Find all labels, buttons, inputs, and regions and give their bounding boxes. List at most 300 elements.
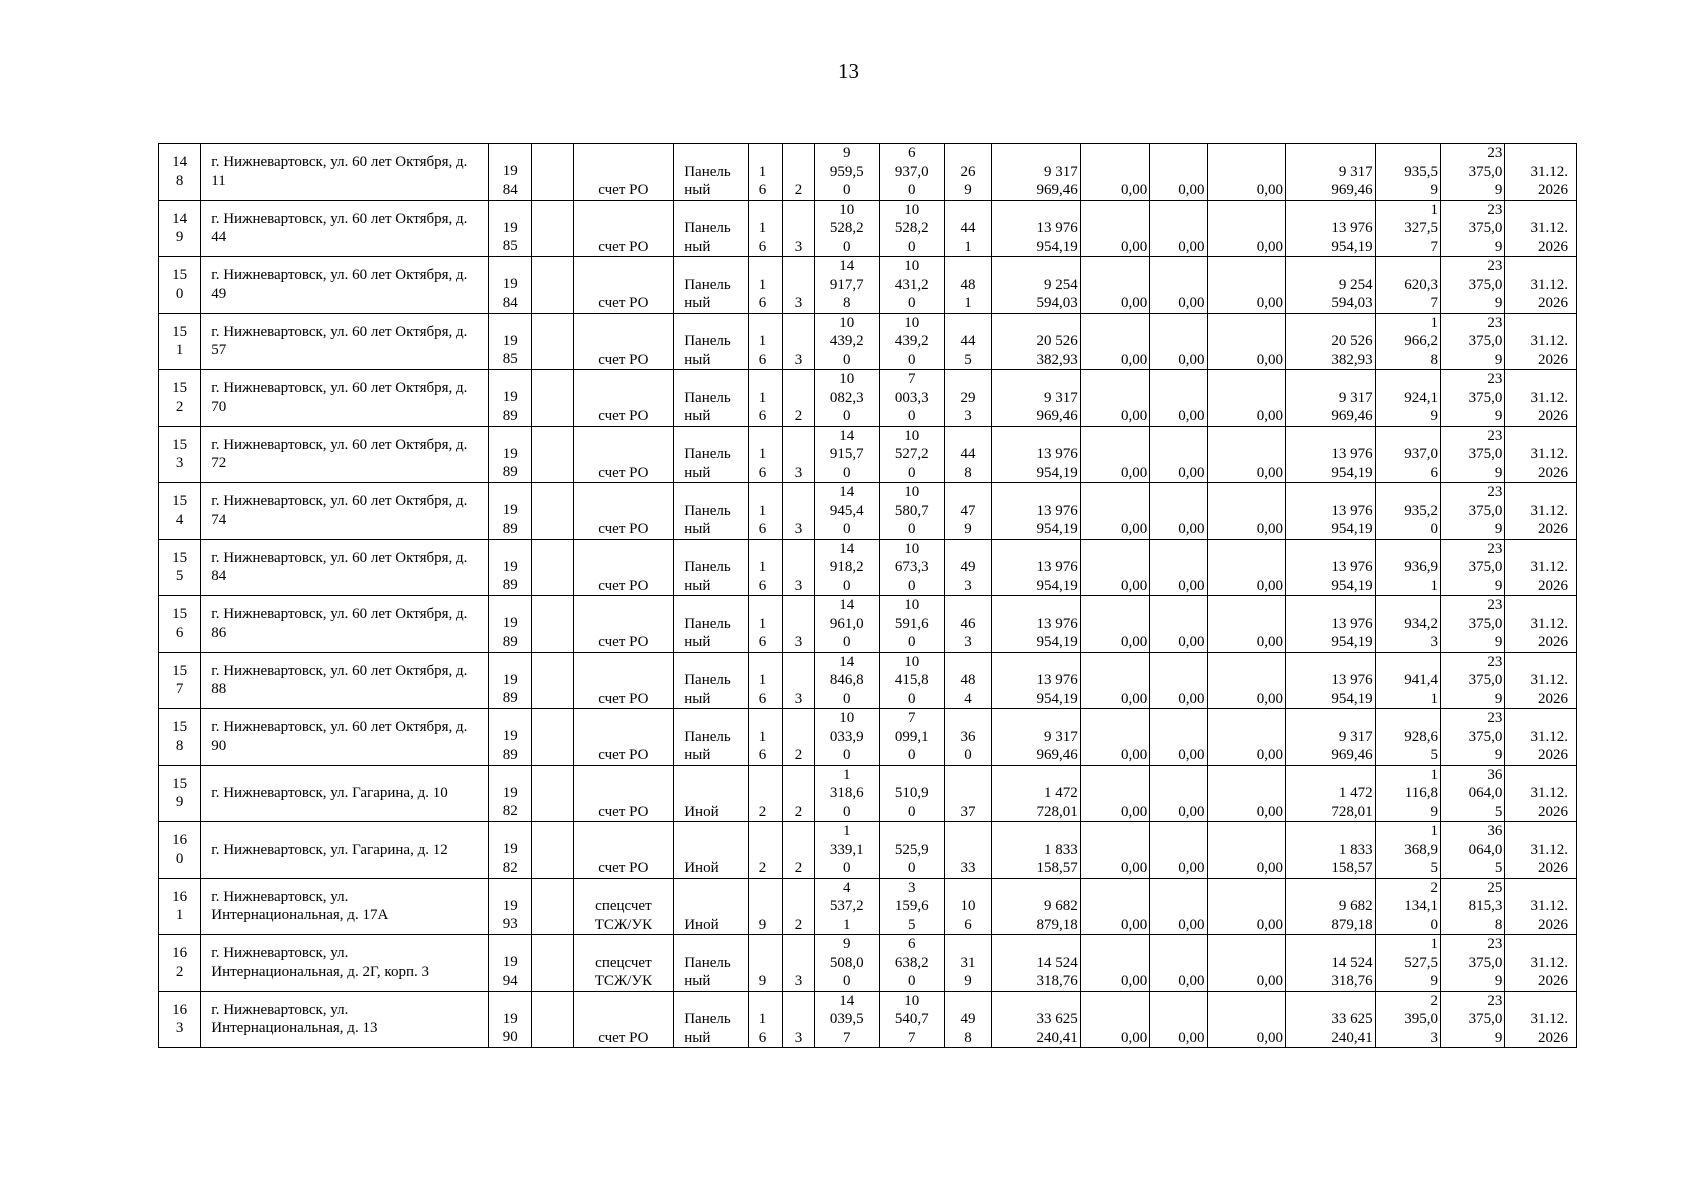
max-unit-cost-cell: 23 375,0 9 <box>1441 483 1505 540</box>
year-cell: 19 89 <box>489 426 532 483</box>
total-area-cell: 14 846,8 0 <box>815 652 879 709</box>
fund-method-cell: счет РО <box>573 200 674 257</box>
address-cell: г. Нижневартовск, ул. 60 лет Октября, д. 84 <box>201 539 489 596</box>
table-row <box>159 200 1577 257</box>
residents-cell: 36 0 <box>944 709 991 766</box>
residents-cell: 26 9 <box>944 144 991 201</box>
floors-cell: 1 6 <box>748 483 782 540</box>
floors-cell: 1 6 <box>748 426 782 483</box>
residents-cell: 48 4 <box>944 652 991 709</box>
completion-date-cell: 31.12. 2026 <box>1505 652 1577 709</box>
total-cost-cell: 9 254 594,03 <box>992 257 1081 314</box>
table-row <box>159 652 1577 709</box>
total-area-cell: 14 915,7 0 <box>815 426 879 483</box>
total-cost-cell: 9 682 879,18 <box>992 878 1081 935</box>
budget-cost-cell: 0,00 <box>1150 822 1207 879</box>
row-number: 15 9 <box>159 765 201 822</box>
completion-date-cell: 31.12. 2026 <box>1505 991 1577 1048</box>
unit-cost-cell: 935,2 0 <box>1375 483 1440 540</box>
floors-cell: 2 <box>748 822 782 879</box>
max-unit-cost-cell: 23 375,0 9 <box>1441 200 1505 257</box>
unit-cost-cell: 935,5 9 <box>1375 144 1440 201</box>
empty-cell <box>532 539 573 596</box>
empty-cell <box>532 652 573 709</box>
total-area-cell: 14 039,5 7 <box>815 991 879 1048</box>
entrances-cell: 2 <box>782 765 814 822</box>
address-cell: г. Нижневартовск, ул. Гагарина, д. 10 <box>201 765 489 822</box>
row-number: 15 2 <box>159 370 201 427</box>
entrances-cell: 3 <box>782 483 814 540</box>
empty-cell <box>532 596 573 653</box>
residents-cell: 37 <box>944 765 991 822</box>
completion-date-cell: 31.12. 2026 <box>1505 709 1577 766</box>
owners-cost-cell: 13 976 954,19 <box>1286 596 1376 653</box>
fund-method-cell: счет РО <box>573 257 674 314</box>
owners-cost-cell: 13 976 954,19 <box>1286 426 1376 483</box>
entrances-cell: 3 <box>782 200 814 257</box>
living-area-cell: 3 159,6 5 <box>879 878 944 935</box>
entrances-cell: 3 <box>782 596 814 653</box>
entrances-cell: 2 <box>782 709 814 766</box>
unit-cost-cell: 1 368,9 5 <box>1375 822 1440 879</box>
entrances-cell: 2 <box>782 878 814 935</box>
year-cell: 19 89 <box>489 596 532 653</box>
total-area-cell: 14 945,4 0 <box>815 483 879 540</box>
table-row <box>159 991 1577 1048</box>
year-cell: 19 94 <box>489 935 532 992</box>
row-number: 15 4 <box>159 483 201 540</box>
fund-cost-cell: 0,00 <box>1080 539 1149 596</box>
wall-material-cell: Иной <box>674 822 748 879</box>
address-cell: г. Нижневартовск, ул. 60 лет Октября, д. 86 <box>201 596 489 653</box>
address-cell: г. Нижневартовск, ул. 60 лет Октября, д. 74 <box>201 483 489 540</box>
floors-cell: 9 <box>748 935 782 992</box>
empty-cell <box>532 878 573 935</box>
fund-cost-cell: 0,00 <box>1080 370 1149 427</box>
budget-cost-cell: 0,00 <box>1150 935 1207 992</box>
living-area-cell: 10 580,7 0 <box>879 483 944 540</box>
empty-cell <box>532 257 573 314</box>
completion-date-cell: 31.12. 2026 <box>1505 313 1577 370</box>
year-cell: 19 93 <box>489 878 532 935</box>
max-unit-cost-cell: 36 064,0 5 <box>1441 765 1505 822</box>
table-row <box>159 426 1577 483</box>
max-unit-cost-cell: 23 375,0 9 <box>1441 709 1505 766</box>
local-cost-cell: 0,00 <box>1207 144 1285 201</box>
fund-cost-cell: 0,00 <box>1080 483 1149 540</box>
unit-cost-cell: 1 327,5 7 <box>1375 200 1440 257</box>
total-area-cell: 9 508,0 0 <box>815 935 879 992</box>
max-unit-cost-cell: 23 375,0 9 <box>1441 991 1505 1048</box>
residents-cell: 44 1 <box>944 200 991 257</box>
budget-cost-cell: 0,00 <box>1150 991 1207 1048</box>
total-cost-cell: 13 976 954,19 <box>992 539 1081 596</box>
residents-cell: 10 6 <box>944 878 991 935</box>
fund-cost-cell: 0,00 <box>1080 144 1149 201</box>
fund-method-cell: счет РО <box>573 765 674 822</box>
wall-material-cell: Панель ный <box>674 200 748 257</box>
table-row <box>159 539 1577 596</box>
total-cost-cell: 13 976 954,19 <box>992 596 1081 653</box>
table-row <box>159 144 1577 201</box>
completion-date-cell: 31.12. 2026 <box>1505 426 1577 483</box>
entrances-cell: 2 <box>782 144 814 201</box>
living-area-cell: 10 527,2 0 <box>879 426 944 483</box>
fund-cost-cell: 0,00 <box>1080 822 1149 879</box>
table-row <box>159 878 1577 935</box>
local-cost-cell: 0,00 <box>1207 709 1285 766</box>
residents-cell: 33 <box>944 822 991 879</box>
max-unit-cost-cell: 23 375,0 9 <box>1441 313 1505 370</box>
residents-cell: 29 3 <box>944 370 991 427</box>
table-row <box>159 483 1577 540</box>
table-row <box>159 313 1577 370</box>
fund-method-cell: счет РО <box>573 539 674 596</box>
living-area-cell: 7 003,3 0 <box>879 370 944 427</box>
empty-cell <box>532 144 573 201</box>
completion-date-cell: 31.12. 2026 <box>1505 878 1577 935</box>
row-number: 15 7 <box>159 652 201 709</box>
fund-method-cell: счет РО <box>573 313 674 370</box>
owners-cost-cell: 20 526 382,93 <box>1286 313 1376 370</box>
fund-cost-cell: 0,00 <box>1080 200 1149 257</box>
total-cost-cell: 13 976 954,19 <box>992 652 1081 709</box>
row-number: 15 3 <box>159 426 201 483</box>
owners-cost-cell: 13 976 954,19 <box>1286 200 1376 257</box>
row-number: 16 2 <box>159 935 201 992</box>
total-cost-cell: 14 524 318,76 <box>992 935 1081 992</box>
completion-date-cell: 31.12. 2026 <box>1505 822 1577 879</box>
registry-body <box>159 144 1577 1048</box>
total-cost-cell: 9 317 969,46 <box>992 709 1081 766</box>
local-cost-cell: 0,00 <box>1207 483 1285 540</box>
empty-cell <box>532 426 573 483</box>
wall-material-cell: Панель ный <box>674 313 748 370</box>
year-cell: 19 89 <box>489 539 532 596</box>
max-unit-cost-cell: 23 375,0 9 <box>1441 426 1505 483</box>
address-cell: г. Нижневартовск, ул. Интернациональная, д. 2Г, корп. 3 <box>201 935 489 992</box>
empty-cell <box>532 483 573 540</box>
address-cell: г. Нижневартовск, ул. 60 лет Октября, д. 57 <box>201 313 489 370</box>
living-area-cell: 510,9 0 <box>879 765 944 822</box>
total-cost-cell: 13 976 954,19 <box>992 426 1081 483</box>
address-cell: г. Нижневартовск, ул. 60 лет Октября, д. 72 <box>201 426 489 483</box>
budget-cost-cell: 0,00 <box>1150 370 1207 427</box>
owners-cost-cell: 1 472 728,01 <box>1286 765 1376 822</box>
year-cell: 19 89 <box>489 709 532 766</box>
max-unit-cost-cell: 25 815,3 8 <box>1441 878 1505 935</box>
completion-date-cell: 31.12. 2026 <box>1505 370 1577 427</box>
year-cell: 19 89 <box>489 483 532 540</box>
unit-cost-cell: 620,3 7 <box>1375 257 1440 314</box>
living-area-cell: 10 431,2 0 <box>879 257 944 314</box>
fund-cost-cell: 0,00 <box>1080 765 1149 822</box>
max-unit-cost-cell: 23 375,0 9 <box>1441 935 1505 992</box>
address-cell: г. Нижневартовск, ул. Гагарина, д. 12 <box>201 822 489 879</box>
residents-cell: 44 5 <box>944 313 991 370</box>
floors-cell: 1 6 <box>748 313 782 370</box>
owners-cost-cell: 9 317 969,46 <box>1286 709 1376 766</box>
fund-cost-cell: 0,00 <box>1080 596 1149 653</box>
budget-cost-cell: 0,00 <box>1150 483 1207 540</box>
empty-cell <box>532 200 573 257</box>
max-unit-cost-cell: 23 375,0 9 <box>1441 652 1505 709</box>
empty-cell <box>532 313 573 370</box>
table-row <box>159 935 1577 992</box>
year-cell: 19 84 <box>489 257 532 314</box>
wall-material-cell: Иной <box>674 878 748 935</box>
living-area-cell: 10 591,6 0 <box>879 596 944 653</box>
residents-cell: 31 9 <box>944 935 991 992</box>
local-cost-cell: 0,00 <box>1207 596 1285 653</box>
entrances-cell: 3 <box>782 652 814 709</box>
max-unit-cost-cell: 23 375,0 9 <box>1441 144 1505 201</box>
local-cost-cell: 0,00 <box>1207 200 1285 257</box>
unit-cost-cell: 1 116,8 9 <box>1375 765 1440 822</box>
fund-method-cell: счет РО <box>573 144 674 201</box>
local-cost-cell: 0,00 <box>1207 991 1285 1048</box>
row-number: 15 0 <box>159 257 201 314</box>
budget-cost-cell: 0,00 <box>1150 539 1207 596</box>
row-number: 14 8 <box>159 144 201 201</box>
total-cost-cell: 13 976 954,19 <box>992 483 1081 540</box>
owners-cost-cell: 13 976 954,19 <box>1286 539 1376 596</box>
table-row <box>159 709 1577 766</box>
completion-date-cell: 31.12. 2026 <box>1505 935 1577 992</box>
fund-method-cell: спецсчет ТСЖ/УК <box>573 878 674 935</box>
floors-cell: 1 6 <box>748 370 782 427</box>
completion-date-cell: 31.12. 2026 <box>1505 257 1577 314</box>
total-area-cell: 10 082,3 0 <box>815 370 879 427</box>
wall-material-cell: Панель ный <box>674 257 748 314</box>
max-unit-cost-cell: 23 375,0 9 <box>1441 596 1505 653</box>
row-number: 15 5 <box>159 539 201 596</box>
budget-cost-cell: 0,00 <box>1150 652 1207 709</box>
completion-date-cell: 31.12. 2026 <box>1505 539 1577 596</box>
entrances-cell: 3 <box>782 257 814 314</box>
completion-date-cell: 31.12. 2026 <box>1505 200 1577 257</box>
owners-cost-cell: 14 524 318,76 <box>1286 935 1376 992</box>
unit-cost-cell: 936,9 1 <box>1375 539 1440 596</box>
max-unit-cost-cell: 36 064,0 5 <box>1441 822 1505 879</box>
budget-cost-cell: 0,00 <box>1150 257 1207 314</box>
year-cell: 19 82 <box>489 765 532 822</box>
local-cost-cell: 0,00 <box>1207 313 1285 370</box>
owners-cost-cell: 13 976 954,19 <box>1286 483 1376 540</box>
living-area-cell: 10 673,3 0 <box>879 539 944 596</box>
total-area-cell: 10 528,2 0 <box>815 200 879 257</box>
year-cell: 19 89 <box>489 652 532 709</box>
residents-cell: 49 3 <box>944 539 991 596</box>
row-number: 15 6 <box>159 596 201 653</box>
empty-cell <box>532 935 573 992</box>
total-area-cell: 10 439,2 0 <box>815 313 879 370</box>
entrances-cell: 3 <box>782 426 814 483</box>
row-number: 15 8 <box>159 709 201 766</box>
budget-cost-cell: 0,00 <box>1150 765 1207 822</box>
budget-cost-cell: 0,00 <box>1150 709 1207 766</box>
table-row <box>159 765 1577 822</box>
total-cost-cell: 1 833 158,57 <box>992 822 1081 879</box>
year-cell: 19 84 <box>489 144 532 201</box>
budget-cost-cell: 0,00 <box>1150 200 1207 257</box>
total-area-cell: 14 961,0 0 <box>815 596 879 653</box>
entrances-cell: 3 <box>782 935 814 992</box>
year-cell: 19 85 <box>489 313 532 370</box>
total-area-cell: 1 318,6 0 <box>815 765 879 822</box>
local-cost-cell: 0,00 <box>1207 652 1285 709</box>
wall-material-cell: Панель ный <box>674 991 748 1048</box>
owners-cost-cell: 33 625 240,41 <box>1286 991 1376 1048</box>
unit-cost-cell: 924,1 9 <box>1375 370 1440 427</box>
wall-material-cell: Панель ный <box>674 709 748 766</box>
floors-cell: 1 6 <box>748 709 782 766</box>
year-cell: 19 89 <box>489 370 532 427</box>
local-cost-cell: 0,00 <box>1207 257 1285 314</box>
total-area-cell: 4 537,2 1 <box>815 878 879 935</box>
address-cell: г. Нижневартовск, ул. 60 лет Октября, д. 88 <box>201 652 489 709</box>
fund-cost-cell: 0,00 <box>1080 257 1149 314</box>
unit-cost-cell: 937,0 6 <box>1375 426 1440 483</box>
fund-cost-cell: 0,00 <box>1080 991 1149 1048</box>
address-cell: г. Нижневартовск, ул. 60 лет Октября, д. 44 <box>201 200 489 257</box>
unit-cost-cell: 2 395,0 3 <box>1375 991 1440 1048</box>
local-cost-cell: 0,00 <box>1207 370 1285 427</box>
residents-cell: 46 3 <box>944 596 991 653</box>
entrances-cell: 3 <box>782 991 814 1048</box>
owners-cost-cell: 9 682 879,18 <box>1286 878 1376 935</box>
fund-cost-cell: 0,00 <box>1080 935 1149 992</box>
row-number: 14 9 <box>159 200 201 257</box>
fund-cost-cell: 0,00 <box>1080 878 1149 935</box>
unit-cost-cell: 1 966,2 8 <box>1375 313 1440 370</box>
local-cost-cell: 0,00 <box>1207 426 1285 483</box>
total-cost-cell: 1 472 728,01 <box>992 765 1081 822</box>
living-area-cell: 6 937,0 0 <box>879 144 944 201</box>
total-area-cell: 14 917,7 8 <box>815 257 879 314</box>
fund-method-cell: счет РО <box>573 483 674 540</box>
year-cell: 19 90 <box>489 991 532 1048</box>
fund-method-cell: счет РО <box>573 652 674 709</box>
living-area-cell: 7 099,1 0 <box>879 709 944 766</box>
floors-cell: 9 <box>748 878 782 935</box>
fund-cost-cell: 0,00 <box>1080 709 1149 766</box>
floors-cell: 1 6 <box>748 200 782 257</box>
living-area-cell: 10 439,2 0 <box>879 313 944 370</box>
table-row <box>159 822 1577 879</box>
address-cell: г. Нижневартовск, ул. 60 лет Октября, д. 11 <box>201 144 489 201</box>
fund-method-cell: счет РО <box>573 991 674 1048</box>
living-area-cell: 525,9 0 <box>879 822 944 879</box>
max-unit-cost-cell: 23 375,0 9 <box>1441 539 1505 596</box>
housing-registry-table <box>158 143 1577 1048</box>
unit-cost-cell: 2 134,1 0 <box>1375 878 1440 935</box>
year-cell: 19 82 <box>489 822 532 879</box>
max-unit-cost-cell: 23 375,0 9 <box>1441 370 1505 427</box>
total-cost-cell: 9 317 969,46 <box>992 370 1081 427</box>
row-number: 16 1 <box>159 878 201 935</box>
residents-cell: 44 8 <box>944 426 991 483</box>
owners-cost-cell: 9 317 969,46 <box>1286 370 1376 427</box>
completion-date-cell: 31.12. 2026 <box>1505 765 1577 822</box>
owners-cost-cell: 9 254 594,03 <box>1286 257 1376 314</box>
row-number: 16 0 <box>159 822 201 879</box>
empty-cell <box>532 822 573 879</box>
fund-method-cell: счет РО <box>573 709 674 766</box>
address-cell: г. Нижневартовск, ул. Интернациональная, д. 13 <box>201 991 489 1048</box>
wall-material-cell: Панель ный <box>674 426 748 483</box>
address-cell: г. Нижневартовск, ул. 60 лет Октября, д. 90 <box>201 709 489 766</box>
floors-cell: 1 6 <box>748 539 782 596</box>
fund-cost-cell: 0,00 <box>1080 313 1149 370</box>
fund-method-cell: счет РО <box>573 596 674 653</box>
budget-cost-cell: 0,00 <box>1150 878 1207 935</box>
local-cost-cell: 0,00 <box>1207 935 1285 992</box>
living-area-cell: 10 528,2 0 <box>879 200 944 257</box>
empty-cell <box>532 370 573 427</box>
entrances-cell: 2 <box>782 822 814 879</box>
completion-date-cell: 31.12. 2026 <box>1505 144 1577 201</box>
floors-cell: 1 6 <box>748 652 782 709</box>
floors-cell: 1 6 <box>748 991 782 1048</box>
fund-method-cell: спецсчет ТСЖ/УК <box>573 935 674 992</box>
total-area-cell: 14 918,2 0 <box>815 539 879 596</box>
floors-cell: 1 6 <box>748 257 782 314</box>
entrances-cell: 3 <box>782 539 814 596</box>
local-cost-cell: 0,00 <box>1207 822 1285 879</box>
page-number: 13 <box>838 59 859 83</box>
owners-cost-cell: 1 833 158,57 <box>1286 822 1376 879</box>
total-area-cell: 9 959,5 0 <box>815 144 879 201</box>
wall-material-cell: Панель ный <box>674 144 748 201</box>
wall-material-cell: Панель ный <box>674 539 748 596</box>
address-cell: г. Нижневартовск, ул. Интернациональная, д. 17А <box>201 878 489 935</box>
living-area-cell: 6 638,2 0 <box>879 935 944 992</box>
total-area-cell: 10 033,9 0 <box>815 709 879 766</box>
living-area-cell: 10 415,8 0 <box>879 652 944 709</box>
residents-cell: 49 8 <box>944 991 991 1048</box>
total-cost-cell: 20 526 382,93 <box>992 313 1081 370</box>
fund-cost-cell: 0,00 <box>1080 652 1149 709</box>
year-cell: 19 85 <box>489 200 532 257</box>
unit-cost-cell: 928,6 5 <box>1375 709 1440 766</box>
wall-material-cell: Панель ный <box>674 370 748 427</box>
row-number: 15 1 <box>159 313 201 370</box>
entrances-cell: 3 <box>782 313 814 370</box>
total-cost-cell: 33 625 240,41 <box>992 991 1081 1048</box>
empty-cell <box>532 709 573 766</box>
budget-cost-cell: 0,00 <box>1150 313 1207 370</box>
wall-material-cell: Панель ный <box>674 596 748 653</box>
wall-material-cell: Панель ный <box>674 483 748 540</box>
local-cost-cell: 0,00 <box>1207 878 1285 935</box>
local-cost-cell: 0,00 <box>1207 539 1285 596</box>
residents-cell: 48 1 <box>944 257 991 314</box>
max-unit-cost-cell: 23 375,0 9 <box>1441 257 1505 314</box>
total-cost-cell: 13 976 954,19 <box>992 200 1081 257</box>
budget-cost-cell: 0,00 <box>1150 596 1207 653</box>
owners-cost-cell: 9 317 969,46 <box>1286 144 1376 201</box>
unit-cost-cell: 941,4 1 <box>1375 652 1440 709</box>
wall-material-cell: Панель ный <box>674 935 748 992</box>
budget-cost-cell: 0,00 <box>1150 426 1207 483</box>
owners-cost-cell: 13 976 954,19 <box>1286 652 1376 709</box>
local-cost-cell: 0,00 <box>1207 765 1285 822</box>
residents-cell: 47 9 <box>944 483 991 540</box>
total-area-cell: 1 339,1 0 <box>815 822 879 879</box>
table-row <box>159 596 1577 653</box>
completion-date-cell: 31.12. 2026 <box>1505 483 1577 540</box>
